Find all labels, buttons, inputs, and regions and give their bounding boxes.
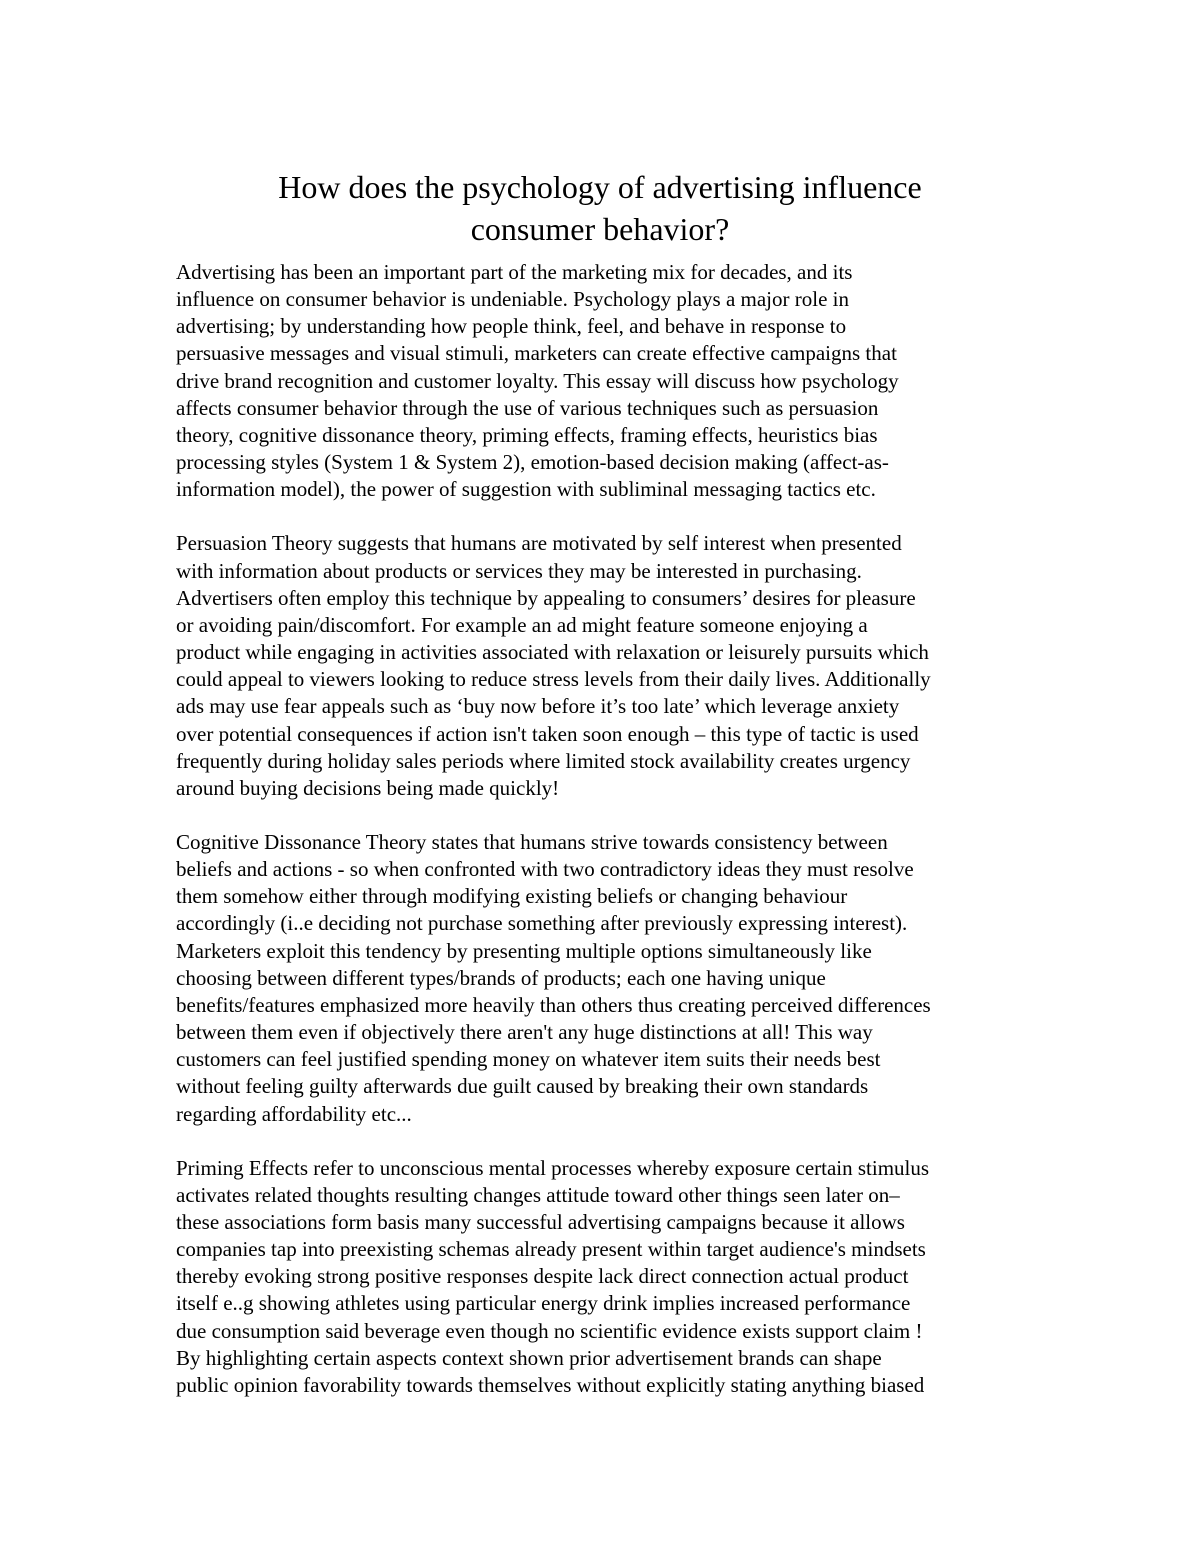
document-body	[176, 259, 1036, 1426]
text-line: advertising; by understanding how people think, feel, and behave in response to	[176, 314, 847, 339]
text-line: frequently during holiday sales periods where limited stock availability creates urgency	[176, 748, 911, 773]
text-line: itself e..g showing athletes using particular energy drink implies increased performance	[176, 1291, 911, 1316]
text-line: with information about products or services they may be interested in purchasing.	[176, 558, 862, 583]
text-line: affects consumer behavior through the use of various techniques such as persuasion	[176, 395, 879, 420]
title-line: How does the psychology of advertising influence	[278, 169, 922, 205]
text-line: these associations form basis many successful advertising campaigns because it allows	[176, 1210, 905, 1234]
text-line: Priming Effects refer to unconscious mental processes whereby exposure certain stimulus	[176, 1155, 930, 1180]
text-line: product while engaging in activities associated with relaxation or leisurely pursuits which	[176, 640, 929, 665]
text-line: between them even if objectively there aren't any huge distinctions at all! This way	[176, 1020, 873, 1045]
page-title	[176, 166, 1024, 250]
text-line: influence on consumer behavior is undeniable. Psychology plays a major role in	[176, 287, 849, 312]
text-line: Persuasion Theory suggests that humans are motivated by self interest when presented	[176, 531, 902, 556]
text-line: companies tap into preexisting schemas already present within target audience's mindsets	[176, 1237, 926, 1262]
paragraph-priming-effects	[176, 1155, 1036, 1399]
text-line: processing styles (System 1 & System 2), emotion-based decision making (affect-as-	[176, 450, 889, 475]
text-line: public opinion favorability towards themselves without explicitly stating anything biased	[176, 1372, 925, 1397]
text-line: activates related thoughts resulting changes attitude toward other things seen later on–	[176, 1182, 900, 1207]
text-line: information model), the power of suggestion with subliminal messaging tactics etc.	[176, 477, 876, 502]
text-line: drive brand recognition and customer loyalty. This essay will discuss how psychology	[176, 368, 899, 393]
text-line: ads may use fear appeals such as ‘buy now before it’s too late’ which leverage anxiety	[176, 694, 900, 719]
text-line: regarding affordability etc...	[176, 1101, 412, 1126]
text-line: around buying decisions being made quickly!	[176, 775, 560, 800]
text-line: Marketers exploit this tendency by presenting multiple options simultaneously like	[176, 938, 872, 963]
text-line: or avoiding pain/discomfort. For example an ad might feature someone enjoying a	[176, 612, 868, 637]
text-line: over potential consequences if action isn't taken soon enough – this type of tactic is used	[176, 721, 919, 746]
text-line: customers can feel justified spending money on whatever item suits their needs best	[176, 1047, 881, 1072]
paragraph-introduction	[176, 259, 1036, 503]
text-line: choosing between different types/brands of products; each one having unique	[176, 965, 826, 990]
paragraph-cognitive-dissonance	[176, 829, 1036, 1128]
text-line: due consumption said beverage even though no scientific evidence exists support claim !	[176, 1318, 923, 1343]
text-line: without feeling guilty afterwards due guilt caused by breaking their own standards	[176, 1074, 869, 1099]
text-line: accordingly (i..e deciding not purchase something after previously expressing interest).	[176, 911, 908, 936]
text-line: them somehow either through modifying existing beliefs or changing behaviour	[176, 884, 848, 909]
text-line: Cognitive Dissonance Theory states that humans strive towards consistency between	[176, 829, 888, 854]
text-line: theory, cognitive dissonance theory, priming effects, framing effects, heuristics bias	[176, 422, 878, 447]
text-line: benefits/features emphasized more heavily than others thus creating perceived differences	[176, 992, 931, 1017]
paragraph-persuasion-theory	[176, 530, 1036, 802]
text-line: thereby evoking strong positive responses despite lack direct connection actual product	[176, 1264, 909, 1289]
text-line: beliefs and actions - so when confronted with two contradictory ideas they must resolve	[176, 857, 914, 882]
title-line: consumer behavior?	[470, 211, 730, 247]
text-line: Advertising has been an important part of the marketing mix for decades, and its	[176, 260, 853, 284]
text-line: By highlighting certain aspects context shown prior advertisement brands can shape	[176, 1345, 882, 1370]
text-line: persuasive messages and visual stimuli, marketers can create effective campaigns that	[176, 341, 897, 366]
text-line: Advertisers often employ this technique by appealing to consumers’ desires for pleasure	[176, 585, 916, 610]
text-line: could appeal to viewers looking to reduce stress levels from their daily lives. Additionally	[176, 667, 931, 692]
